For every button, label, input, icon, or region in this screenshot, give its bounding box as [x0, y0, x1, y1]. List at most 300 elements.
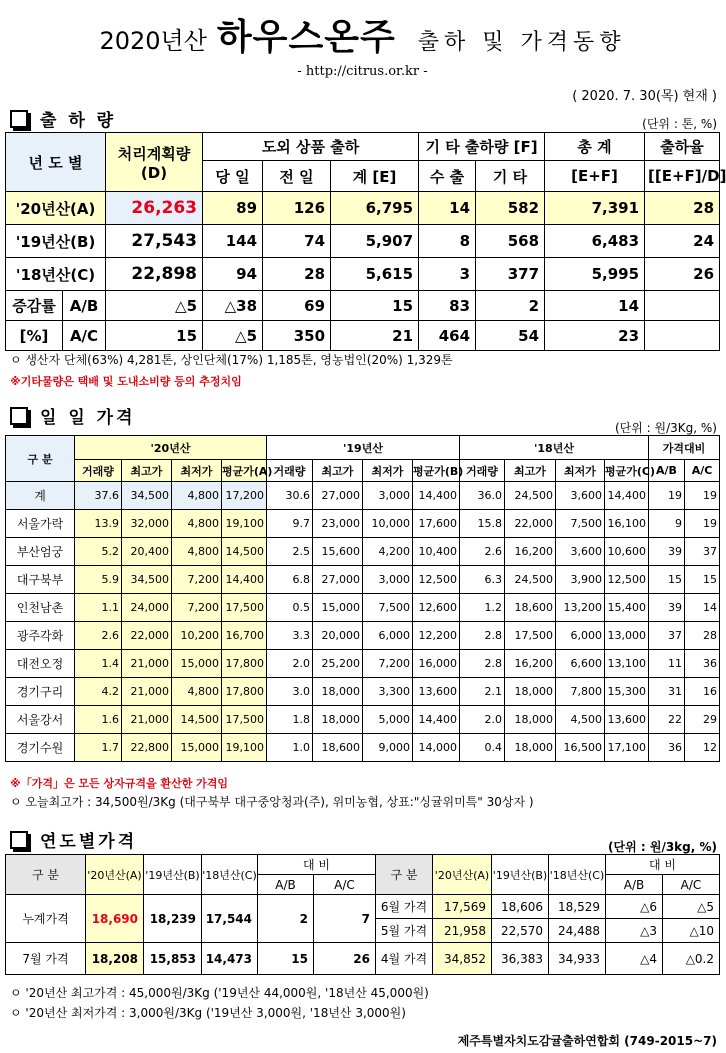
cell: 28: [685, 622, 720, 650]
cell: 14,400: [605, 482, 649, 510]
cell: 3,300: [363, 678, 413, 706]
yearly-low-note: ㅇ '20년산 최저가격 : 3,000원/3Kg ('19년산 3,000원, '18년산 3,000원): [10, 1006, 406, 1020]
cell: 6,795: [331, 192, 419, 225]
cell: 18,000: [505, 706, 556, 734]
table-row: [6, 225, 720, 258]
cell: 15: [258, 943, 314, 975]
cell: 15: [649, 566, 685, 594]
cell: 14,000: [413, 734, 460, 762]
cell: 12: [685, 734, 720, 762]
cell: 18,529: [549, 895, 606, 919]
table-row: [6, 650, 720, 678]
cell: 16,700: [222, 622, 267, 650]
cell: 17,544: [202, 895, 258, 943]
cell: 37: [685, 538, 720, 566]
cell: 1.7: [75, 734, 122, 762]
shipment-note: ㅇ 생산자 단체(63%) 4,281톤, 상인단체(17%) 1,185톤, 영농법인(20%) 1,329톤: [10, 353, 453, 367]
cell: 36.0: [460, 482, 505, 510]
cell: 24,500: [505, 482, 556, 510]
cell: 15,600: [313, 538, 363, 566]
cell: △38: [203, 291, 263, 321]
cell: △4: [606, 943, 663, 975]
cell: 18,690: [86, 895, 144, 943]
col-today: 당 일: [203, 161, 263, 192]
cell: 15: [106, 321, 203, 351]
cell: 15,853: [144, 943, 202, 975]
cell: 69: [263, 291, 331, 321]
cell: 10,200: [172, 622, 222, 650]
cell: 17,569: [433, 895, 492, 919]
cell: 15,000: [172, 734, 222, 762]
cell: 19,100: [222, 734, 267, 762]
cell: 17,100: [605, 734, 649, 762]
col-y18: '18년산(C): [549, 855, 606, 895]
cell: 3,000: [363, 566, 413, 594]
cell: 5.2: [75, 538, 122, 566]
row-label: [%]: [6, 321, 63, 351]
cell: 39: [649, 594, 685, 622]
cell: 28: [263, 258, 331, 291]
cell: 4,800: [172, 538, 222, 566]
cell: 74: [263, 225, 331, 258]
col-compare: 대 비: [258, 855, 376, 875]
col-avg: 평균가(C): [605, 460, 649, 482]
row-label: 6월 가격: [376, 895, 433, 919]
cell: 9,000: [363, 734, 413, 762]
table-row: [6, 943, 720, 975]
cell: 6,483: [545, 225, 645, 258]
cell: 4,800: [172, 510, 222, 538]
col-ac: A/C: [314, 875, 376, 895]
cell: 27,000: [313, 482, 363, 510]
daily-unit: (단위 : 원/3Kg, %): [614, 421, 717, 435]
cell: 30.6: [267, 482, 313, 510]
col-domestic: 도외 상품 출하: [203, 133, 419, 161]
cell: 16: [685, 678, 720, 706]
cell: 11: [649, 650, 685, 678]
row-label: 서울가락: [6, 510, 75, 538]
cell: 13,000: [605, 622, 649, 650]
col-ratio: 출하율: [645, 133, 720, 161]
cell: 144: [203, 225, 263, 258]
cell: 25,200: [313, 650, 363, 678]
table-row: [6, 678, 720, 706]
cell: 9: [649, 510, 685, 538]
cell: 1.1: [75, 594, 122, 622]
col-avg: 평균가(B): [413, 460, 460, 482]
cell: 36: [685, 650, 720, 678]
col-ab: A/B: [606, 875, 663, 895]
cell: 7,200: [172, 566, 222, 594]
cell: 14: [419, 192, 476, 225]
cell: 19,100: [222, 510, 267, 538]
cell: 22,570: [492, 919, 549, 943]
cell: 20,000: [313, 622, 363, 650]
cell: 3.3: [267, 622, 313, 650]
cell: 2.0: [267, 650, 313, 678]
cell: 4.2: [75, 678, 122, 706]
col-compare: 대 비: [606, 855, 720, 875]
daily-section-title: 일 일 가격: [40, 408, 136, 428]
cell: 29: [685, 706, 720, 734]
row-label: 서울강서: [6, 706, 75, 734]
cell: △5: [203, 321, 263, 351]
cell: 83: [419, 291, 476, 321]
cell: 36: [649, 734, 685, 762]
cell: 16,500: [556, 734, 605, 762]
cell: 464: [419, 321, 476, 351]
cell: 23,000: [313, 510, 363, 538]
cell: △5: [663, 895, 720, 919]
daily-price-note: ※「가격」은 모든 상자규격을 환산한 가격임: [10, 777, 229, 790]
cell: △3: [606, 919, 663, 943]
report-date: ( 2020. 7. 30(목) 현재 ): [572, 89, 717, 104]
yearly-unit: (단위 : 원/3kg, %): [608, 840, 717, 854]
table-row: [6, 594, 720, 622]
cell: 2.8: [460, 622, 505, 650]
cell: 22,000: [122, 622, 172, 650]
daily-section-heading: [10, 403, 136, 428]
cell: 21,000: [122, 650, 172, 678]
col-high: 최고가: [505, 460, 556, 482]
col-export: 수 출: [419, 161, 476, 192]
yearly-price-table: [5, 854, 720, 975]
col-gu: 구 분: [6, 855, 86, 895]
cell: 39: [649, 538, 685, 566]
col-low: 최저가: [363, 460, 413, 482]
col-vol: 거래량: [75, 460, 122, 482]
table-row: [6, 706, 720, 734]
col-etc: 기 타: [476, 161, 545, 192]
table-row: [6, 321, 720, 351]
cell: 14,400: [222, 566, 267, 594]
row-label: '19년산(B): [6, 225, 106, 258]
col-ac: A/C: [663, 875, 720, 895]
cell: 22,000: [505, 510, 556, 538]
cell: 21: [331, 321, 419, 351]
cell: 10,600: [605, 538, 649, 566]
cell: 13,600: [413, 678, 460, 706]
row-label: '18년산(C): [6, 258, 106, 291]
cell: 28: [645, 192, 720, 225]
row-label: 광주각화: [6, 622, 75, 650]
cell: 17,500: [222, 706, 267, 734]
cell: 54: [476, 321, 545, 351]
col-y19: '19년산: [267, 436, 460, 460]
cell: 32,000: [122, 510, 172, 538]
col-compare: 가격대비: [649, 436, 720, 460]
cell: 19: [685, 510, 720, 538]
cell: 17,800: [222, 650, 267, 678]
cell: 18,239: [144, 895, 202, 943]
cell: 16,100: [605, 510, 649, 538]
cell: 3: [419, 258, 476, 291]
cell: 6,000: [556, 622, 605, 650]
daily-price-table: [5, 435, 720, 762]
cell: 18,606: [492, 895, 549, 919]
cell: 15,000: [172, 650, 222, 678]
cell: 16,200: [505, 650, 556, 678]
table-row: [6, 291, 720, 321]
cell: 94: [203, 258, 263, 291]
cell: 37: [649, 622, 685, 650]
col-other: 기 타 출하량 [F]: [419, 133, 545, 161]
cell: 1.4: [75, 650, 122, 678]
cell: 12,200: [413, 622, 460, 650]
col-total-e: 계 [E]: [331, 161, 419, 192]
cell: 7,391: [545, 192, 645, 225]
cell: 15,400: [605, 594, 649, 622]
cell: 4,200: [363, 538, 413, 566]
col-vol: 거래량: [460, 460, 505, 482]
row-label: 계: [6, 482, 75, 510]
cell: 6,600: [556, 650, 605, 678]
cell: 9.7: [267, 510, 313, 538]
cell: 18,000: [505, 678, 556, 706]
cell: 23: [545, 321, 645, 351]
cell: 36,383: [492, 943, 549, 975]
cell: 126: [263, 192, 331, 225]
cell: 14: [545, 291, 645, 321]
col-high: 최고가: [313, 460, 363, 482]
cell: 13,600: [605, 706, 649, 734]
table-row: [6, 566, 720, 594]
cell: [645, 291, 720, 321]
table-row: [6, 734, 720, 762]
cell: 14,500: [172, 706, 222, 734]
cell: 7,200: [172, 594, 222, 622]
cell: 34,500: [122, 566, 172, 594]
cell: 3,900: [556, 566, 605, 594]
cell: △0.2: [663, 943, 720, 975]
cell: 5.9: [75, 566, 122, 594]
cell: 3,600: [556, 538, 605, 566]
cell: 2.5: [267, 538, 313, 566]
cell: 6.3: [460, 566, 505, 594]
cell: 21,000: [122, 678, 172, 706]
col-sum-sub: [E+F]: [545, 161, 645, 192]
cell: 1.8: [267, 706, 313, 734]
cell: 6,000: [363, 622, 413, 650]
cell: 17,500: [222, 594, 267, 622]
cell: 17,600: [413, 510, 460, 538]
cell: 2.0: [460, 706, 505, 734]
cell: 13,200: [556, 594, 605, 622]
cell: 15: [685, 566, 720, 594]
cell: 18,000: [505, 734, 556, 762]
cell: 14,400: [413, 482, 460, 510]
cell: 1.0: [267, 734, 313, 762]
title-product: 하우스온주: [216, 17, 396, 58]
col-y18: '18년산(C): [202, 855, 258, 895]
cell: 568: [476, 225, 545, 258]
cell: 3,600: [556, 482, 605, 510]
col-high: 최고가: [122, 460, 172, 482]
shipment-warning-note: ※기타물량은 택배 및 도내소비량 등의 추정치임: [10, 375, 242, 388]
cell: 13.9: [75, 510, 122, 538]
col-plan: 처리계획량 (D): [106, 133, 203, 192]
yearly-section-heading: [10, 827, 137, 852]
yearly-section-title: 연도별가격: [40, 832, 138, 852]
cell: 26: [314, 943, 376, 975]
cell: 37.6: [75, 482, 122, 510]
col-y20: '20년산(A): [86, 855, 144, 895]
cell: 1.6: [75, 706, 122, 734]
cell: 13,100: [605, 650, 649, 678]
cell: 5,995: [545, 258, 645, 291]
row-label: 4월 가격: [376, 943, 433, 975]
col-year: 년 도 별: [6, 133, 106, 192]
cell: 10,400: [413, 538, 460, 566]
cell: 18,000: [313, 678, 363, 706]
table-row: [6, 622, 720, 650]
cell: 12,500: [605, 566, 649, 594]
site-url[interactable]: - http://citrus.or.kr -: [297, 64, 428, 79]
cell: 22: [649, 706, 685, 734]
col-ratio-sub: [[E+F]/D]: [645, 161, 720, 192]
cell: 2.6: [460, 538, 505, 566]
cell: 16,200: [505, 538, 556, 566]
shipment-table: [5, 132, 726, 351]
cell: 10,000: [363, 510, 413, 538]
table-row: [6, 482, 720, 510]
cell: 17,800: [222, 678, 267, 706]
cell: 18,000: [313, 706, 363, 734]
cell: △6: [606, 895, 663, 919]
cell: 0.4: [460, 734, 505, 762]
col-sum: 총 계: [545, 133, 645, 161]
cell: 4,800: [172, 678, 222, 706]
cell: 24,000: [122, 594, 172, 622]
table-row: [6, 192, 720, 225]
col-y18: '18년산: [460, 436, 649, 460]
col-y20: '20년산(A): [433, 855, 492, 895]
row-label: 인천남촌: [6, 594, 75, 622]
cell: 26,263: [106, 192, 203, 225]
cell: 12,500: [413, 566, 460, 594]
cell: 15,300: [605, 678, 649, 706]
checkbox-square-icon: [10, 110, 28, 128]
col-vol: 거래량: [267, 460, 313, 482]
col-avg: 평균가(A): [222, 460, 267, 482]
row-label: 대전오정: [6, 650, 75, 678]
col-ac: A/C: [685, 460, 720, 482]
row-label: 부산엄궁: [6, 538, 75, 566]
cell: 17,500: [505, 622, 556, 650]
table-row: [6, 895, 720, 919]
cell: 7,500: [556, 510, 605, 538]
table-row: [6, 510, 720, 538]
row-label: 경기수원: [6, 734, 75, 762]
checkbox-square-icon: [10, 407, 28, 425]
cell: 27,543: [106, 225, 203, 258]
cell: 24,488: [549, 919, 606, 943]
cell: 3,000: [363, 482, 413, 510]
cell: 22,800: [122, 734, 172, 762]
row-label: 5월 가격: [376, 919, 433, 943]
cell: 31: [649, 678, 685, 706]
cell: 4,800: [172, 482, 222, 510]
shipment-section-title: 출 하 량: [40, 111, 117, 131]
cell: 24: [645, 225, 720, 258]
cell: 17,200: [222, 482, 267, 510]
title-year: 2020년산: [99, 27, 207, 55]
cell: 34,852: [433, 943, 492, 975]
cell: 15,000: [313, 594, 363, 622]
cell: 27,000: [313, 566, 363, 594]
cell: 7: [314, 895, 376, 943]
cell: 15.8: [460, 510, 505, 538]
cell: 19: [649, 482, 685, 510]
document-title: [0, 10, 725, 60]
cell: 2.8: [460, 650, 505, 678]
row-label: 경기구리: [6, 678, 75, 706]
cell: 350: [263, 321, 331, 351]
cell: 6.8: [267, 566, 313, 594]
cell: 34,933: [549, 943, 606, 975]
cell: 20,400: [122, 538, 172, 566]
shipment-section-heading: [10, 106, 116, 131]
row-sublabel: A/B: [63, 291, 106, 321]
footer-org: 제주특별자치도감귤출하연합회 (749-2015~7): [457, 1034, 717, 1048]
cell: 22,898: [106, 258, 203, 291]
cell: 34,500: [122, 482, 172, 510]
cell: [645, 321, 720, 351]
cell: 3.0: [267, 678, 313, 706]
col-gu: 구 분: [376, 855, 433, 895]
row-label: 증감률: [6, 291, 63, 321]
cell: 2: [258, 895, 314, 943]
cell: 377: [476, 258, 545, 291]
cell: 24,500: [505, 566, 556, 594]
col-ab: A/B: [258, 875, 314, 895]
table-row: [6, 258, 720, 291]
cell: 21,000: [122, 706, 172, 734]
cell: 7,500: [363, 594, 413, 622]
col-y19: '19년산(B): [492, 855, 549, 895]
col-ab: A/B: [649, 460, 685, 482]
cell: 14,473: [202, 943, 258, 975]
col-y19: '19년산(B): [144, 855, 202, 895]
row-label: 누계가격: [6, 895, 86, 943]
cell: 8: [419, 225, 476, 258]
cell: 2.1: [460, 678, 505, 706]
row-label: 7월 가격: [6, 943, 86, 975]
col-gu: 구 분: [6, 436, 75, 482]
row-label: 대구북부: [6, 566, 75, 594]
checkbox-square-icon: [10, 831, 28, 849]
cell: 15: [331, 291, 419, 321]
cell: 18,600: [505, 594, 556, 622]
cell: 14,500: [222, 538, 267, 566]
cell: 26: [645, 258, 720, 291]
cell: 0.5: [267, 594, 313, 622]
daily-top-price-note: ㅇ 오늘최고가 : 34,500원/3Kg (대구북부 대구중앙청과(주), 위미농협, 상표:"싱귤위미특" 30상자 ): [10, 795, 534, 809]
col-yesterday: 전 일: [263, 161, 331, 192]
cell: 7,200: [363, 650, 413, 678]
cell: 18,600: [313, 734, 363, 762]
cell: △10: [663, 919, 720, 943]
cell: 12,600: [413, 594, 460, 622]
cell: 14,400: [413, 706, 460, 734]
col-y20: '20년산: [75, 436, 267, 460]
cell: 18,208: [86, 943, 144, 975]
cell: 582: [476, 192, 545, 225]
cell: 89: [203, 192, 263, 225]
cell: 2.6: [75, 622, 122, 650]
cell: 14: [685, 594, 720, 622]
cell: 1.2: [460, 594, 505, 622]
